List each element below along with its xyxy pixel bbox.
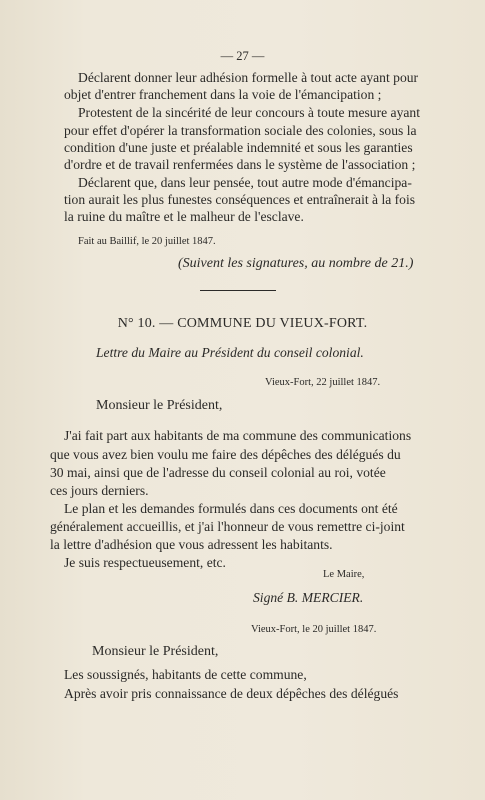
letter-1-line-3: 30 mai, ainsi que de l'adresse du conseil colonial au roi, votée: [50, 465, 386, 480]
letter-2-line-2: Après avoir pris connaissance de deux dépêches des délégués: [64, 686, 399, 701]
place-date-baillif: Fait au Baillif, le 20 juillet 1847.: [78, 236, 216, 247]
paragraph-3-line-2: tion aurait les plus funestes conséquences et entraînerait à la fois: [64, 192, 416, 207]
letter-2-line-1: Les soussignés, habitants de cette commune,: [64, 667, 307, 682]
paragraph-2-line-2: pour effet d'opérer la transformation sociale des colonies, sous la: [64, 123, 417, 138]
signer-name: Signé B. MERCIER.: [253, 590, 364, 605]
letter-1-salutation: Monsieur le Président,: [96, 398, 223, 413]
paragraph-3-line-1: Déclarent que, dans leur pensée, tout autre mode d'émancipa-: [78, 175, 412, 190]
paragraph-1-line-1: Déclarent donner leur adhésion formelle à tout acte ayant pour: [78, 70, 419, 85]
paragraph-2-line-4: d'ordre et de travail renfermées dans le système de l'association ;: [64, 157, 416, 172]
letter-1-line-1: J'ai fait part aux habitants de ma commune des communications: [64, 428, 412, 443]
letter-title: Lettre du Maire au Président du conseil colonial.: [96, 345, 364, 360]
letter-2-salutation: Monsieur le Président,: [92, 644, 219, 659]
letter-1-line-8: Je suis respectueusement, etc.: [64, 555, 226, 570]
letter-1-line-6: généralement accueillis, et j'ai l'honneur de vous remettre ci-joint: [50, 519, 405, 534]
letter-1-line-7: la lettre d'adhésion que vous adressent les habitants.: [50, 537, 333, 552]
paragraph-3-line-3: la ruine du maître et le malheur de l'esclave.: [64, 209, 304, 224]
letter-2-date: Vieux-Fort, le 20 juillet 1847.: [251, 624, 377, 635]
letter-1-date: Vieux-Fort, 22 juillet 1847.: [265, 377, 381, 388]
section-divider: [200, 290, 276, 291]
page-number: — 27 —: [220, 49, 265, 63]
paragraph-2-line-1: Protestent de la sincérité de leur concours à toute mesure ayant: [78, 105, 420, 120]
letter-1-line-4: ces jours derniers.: [50, 483, 149, 498]
signatures-note: (Suivent les signatures, au nombre de 21.): [178, 256, 414, 271]
paragraph-2-line-3: condition d'une juste et préalable indemnité et sous les garanties: [64, 140, 413, 155]
letter-1-line-2: que vous avez bien voulu me faire des dépêches des délégués du: [50, 447, 401, 462]
section-heading: N° 10. — COMMUNE DU VIEUX-FORT.: [117, 316, 368, 331]
letter-1-line-5: Le plan et les demandes formulés dans ces documents ont été: [64, 501, 398, 516]
paragraph-1-line-2: objet d'entrer franchement dans la voie de l'émancipation ;: [64, 87, 382, 102]
signer-title: Le Maire,: [323, 569, 365, 580]
